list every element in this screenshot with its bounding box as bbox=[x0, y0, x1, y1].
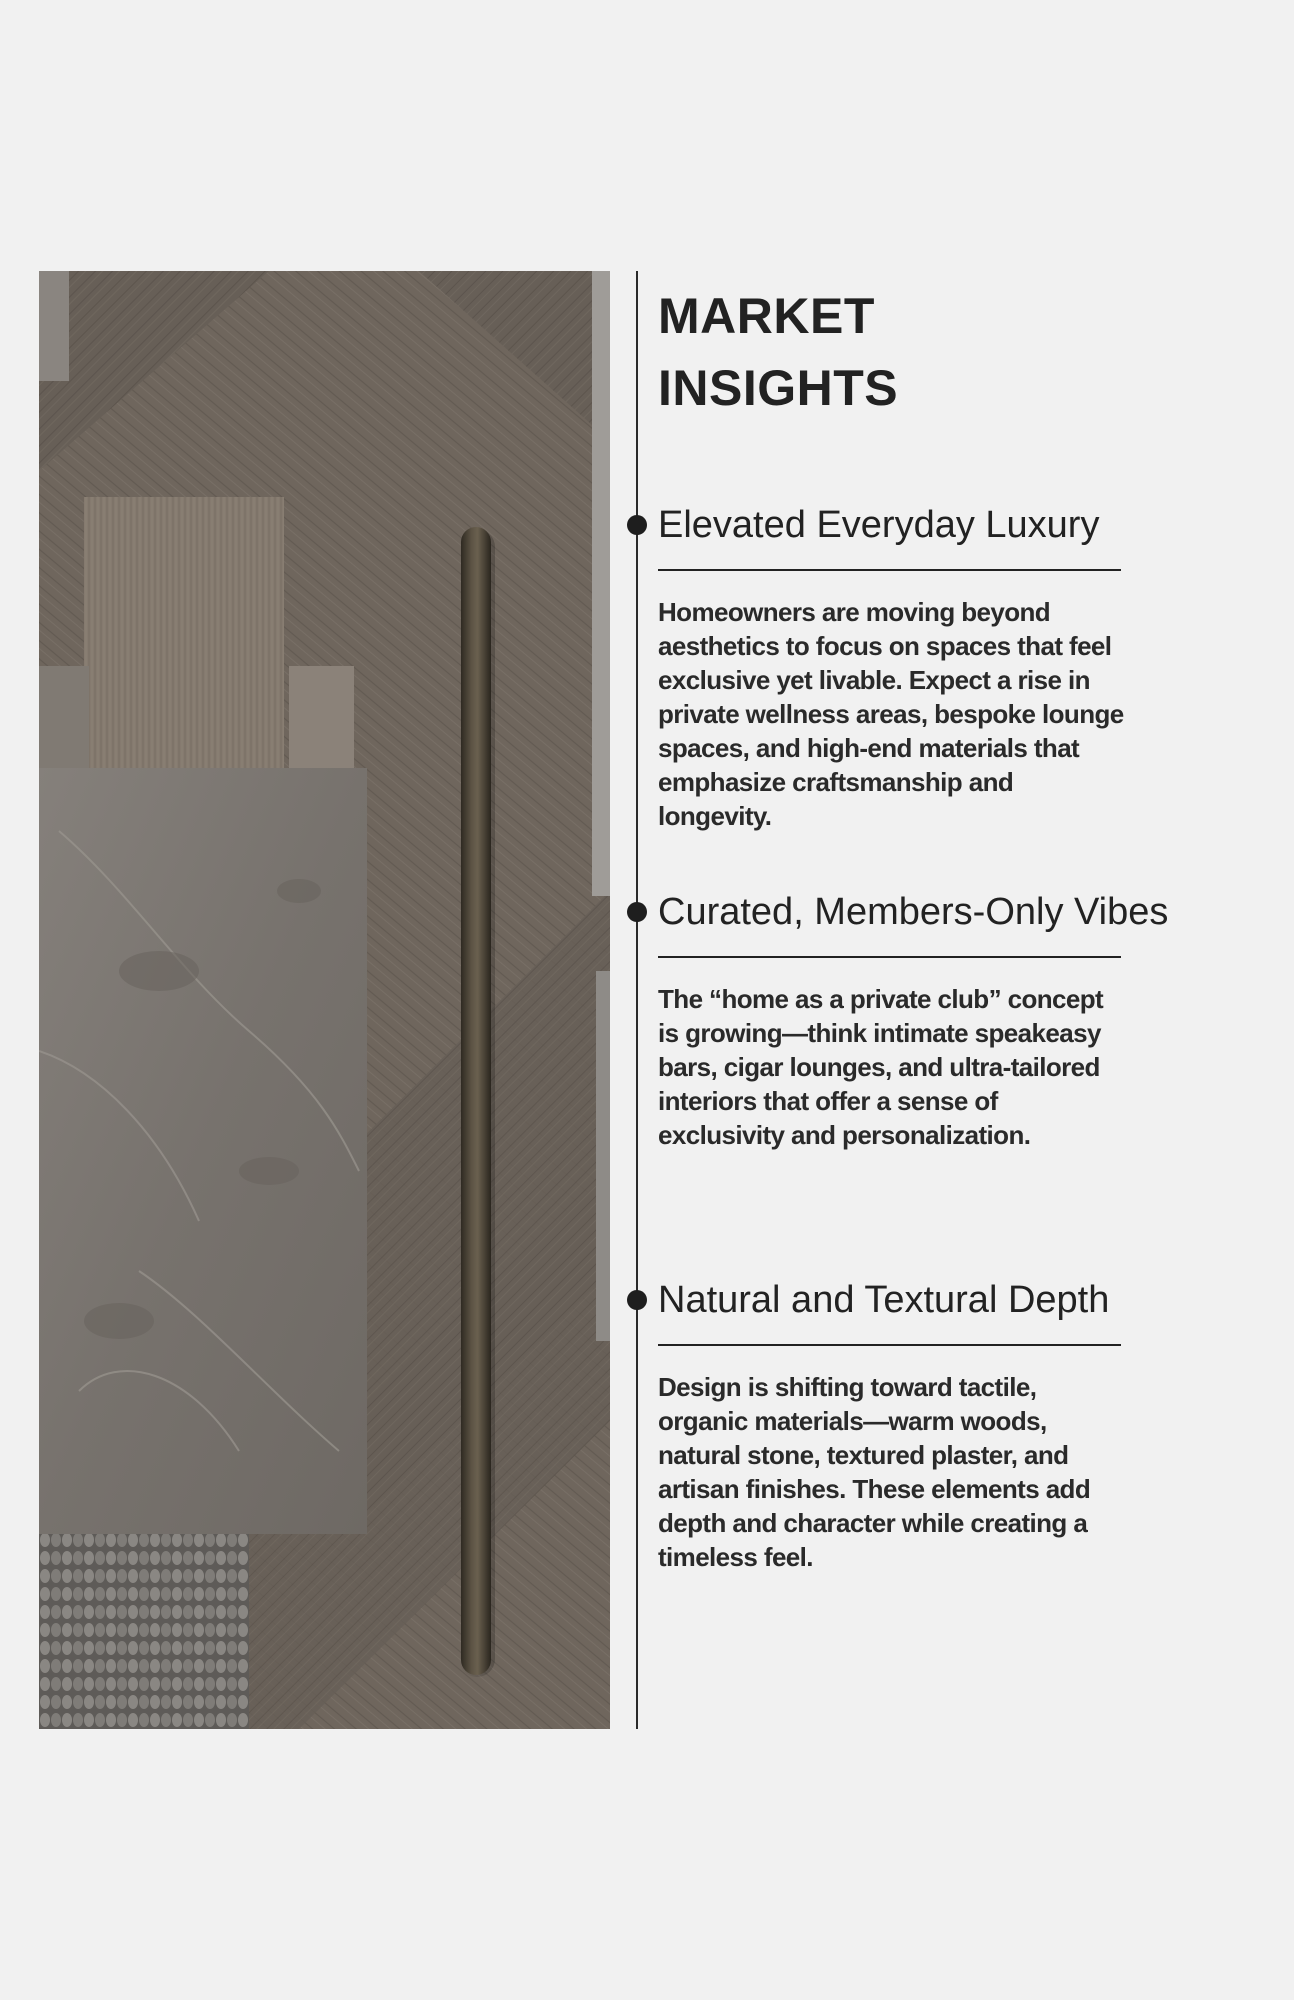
timeline-dot bbox=[627, 1290, 647, 1310]
page-title bbox=[658, 280, 1218, 424]
section-heading: Natural and Textural Depth bbox=[658, 1279, 1110, 1321]
timeline-dot bbox=[627, 515, 647, 535]
section-body: Homeowners are moving beyond aesthetics to focus on spaces that feel exclusive yet livable. Expect a rise in private wellness areas, bespoke lounge spaces, and high-end materials that emphasize craftsmanship and longevity. bbox=[658, 597, 1124, 831]
insight-section-textural-depth bbox=[658, 1274, 1258, 1574]
page-title-line-2: INSIGHTS bbox=[658, 360, 899, 416]
material-moodboard-photo bbox=[39, 271, 610, 1729]
section-divider bbox=[658, 1344, 1121, 1346]
page-title-line-1: MARKET bbox=[658, 288, 875, 344]
section-heading: Elevated Everyday Luxury bbox=[658, 504, 1100, 546]
section-body: Design is shifting toward tactile, organic materials—warm woods, natural stone, textured plaster, and artisan finishes. These elements add depth and character while creating a timeless feel. bbox=[658, 1372, 1091, 1572]
section-body: The “home as a private club” concept is growing—think intimate speakeasy bars, cigar lounges, and ultra-tailored interiors that offer a sense of exclusivity and personalization. bbox=[658, 984, 1104, 1150]
timeline-dot bbox=[627, 902, 647, 922]
section-divider bbox=[658, 569, 1121, 571]
insight-section-elevated-luxury bbox=[658, 499, 1258, 833]
section-heading: Curated, Members-Only Vibes bbox=[658, 891, 1169, 933]
timeline-line bbox=[636, 271, 638, 1729]
section-divider bbox=[658, 956, 1121, 958]
insight-section-members-only bbox=[658, 886, 1258, 1152]
